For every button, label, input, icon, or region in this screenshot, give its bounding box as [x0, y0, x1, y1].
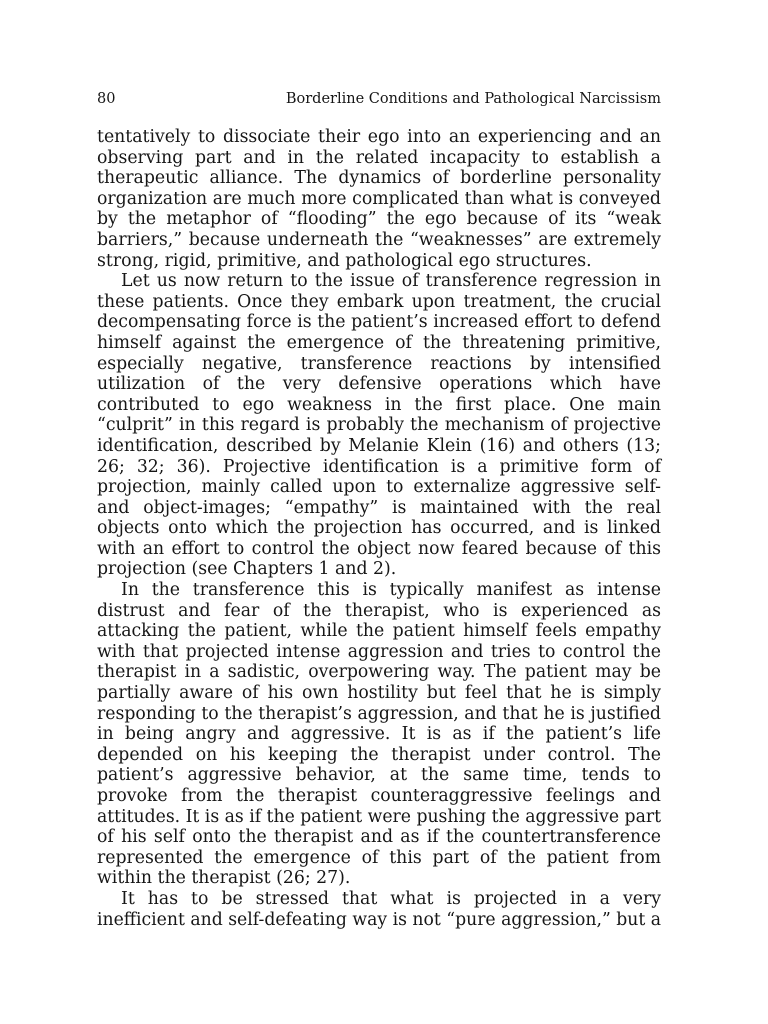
- text-line: contributed to ego weakness in the first place. One main: [97, 394, 661, 415]
- text-line: therapist in a sadistic, overpowering way. The patient may be: [97, 662, 661, 683]
- text-line: within the therapist (26; 27).: [97, 868, 351, 889]
- text-line: depended on his keeping the therapist under control. The: [97, 744, 661, 765]
- text-line: inefficient and self-defeating way is not “pure aggression,” but a: [97, 909, 662, 930]
- text-line: therapeutic alliance. The dynamics of borderline personality: [97, 168, 661, 189]
- text-line: partially aware of his own hostility but feel that he is simply: [97, 683, 661, 704]
- text-line: It has to be stressed that what is projected in a very: [121, 888, 661, 909]
- text-line: attitudes. It is as if the patient were pushing the aggressive part: [97, 806, 661, 827]
- text-line: patient’s aggressive behavior, at the same time, tends to: [97, 765, 661, 786]
- text-line: organization are much more complicated than what is conveyed: [97, 188, 661, 209]
- text-line: objects onto which the projection has occurred, and is linked: [97, 518, 661, 539]
- text-line: identification, described by Melanie Klein (16) and others (13;: [97, 435, 661, 456]
- text-line: with that projected intense aggression and tries to control the: [97, 641, 661, 662]
- text-line: by the metaphor of “flooding” the ego because of its “weak: [97, 209, 661, 230]
- text-line: Let us now return to the issue of transference regression in: [121, 271, 661, 292]
- text-line: distrust and fear of the therapist, who is experienced as: [97, 600, 661, 621]
- text-line: these patients. Once they embark upon treatment, the crucial: [97, 291, 661, 312]
- text-line: responding to the therapist’s aggression, and that he is justified: [97, 703, 661, 724]
- text-line: utilization of the very defensive operations which have: [97, 374, 661, 395]
- text-line: decompensating force is the patient’s increased effort to defend: [97, 312, 661, 333]
- text-line: provoke from the therapist counteraggressive feelings and: [97, 786, 661, 806]
- body-text: [97, 127, 661, 930]
- text-line: “culprit” in this regard is probably the mechanism of projective: [97, 415, 661, 436]
- text-line: 26; 32; 36). Projective identification is a primitive form of: [97, 456, 661, 477]
- page-number: 80: [97, 91, 116, 107]
- text-line: projection, mainly called upon to externalize aggressive self-: [97, 477, 661, 498]
- running-title: Borderline Conditions and Pathological Narcissism: [285, 91, 661, 107]
- text-line: of his self onto the therapist and as if the countertransference: [97, 827, 661, 848]
- text-line: in being angry and aggressive. It is as if the patient’s life: [97, 724, 661, 745]
- text-line: tentatively to dissociate their ego into an experiencing and an: [97, 127, 661, 147]
- text-line: attacking the patient, while the patient himself feels empathy: [97, 621, 661, 642]
- running-header: [97, 88, 661, 110]
- text-line: strong, rigid, primitive, and pathological ego structures.: [97, 250, 592, 271]
- text-line: with an effort to control the object now feared because of this: [97, 538, 661, 559]
- text-line: In the transference this is typically manifest as intense: [121, 580, 661, 601]
- text-line: especially negative, transference reactions by intensified: [97, 353, 661, 374]
- text-line: projection (see Chapters 1 and 2).: [97, 559, 397, 580]
- text-line: himself against the emergence of the threatening primitive,: [97, 332, 661, 353]
- text-line: represented the emergence of this part of the patient from: [97, 847, 661, 868]
- text-line: barriers,” because underneath the “weaknesses” are extremely: [97, 229, 661, 250]
- text-line: and object-images; “empathy” is maintained with the real: [97, 497, 661, 518]
- text-line: observing part and in the related incapacity to establish a: [97, 147, 661, 168]
